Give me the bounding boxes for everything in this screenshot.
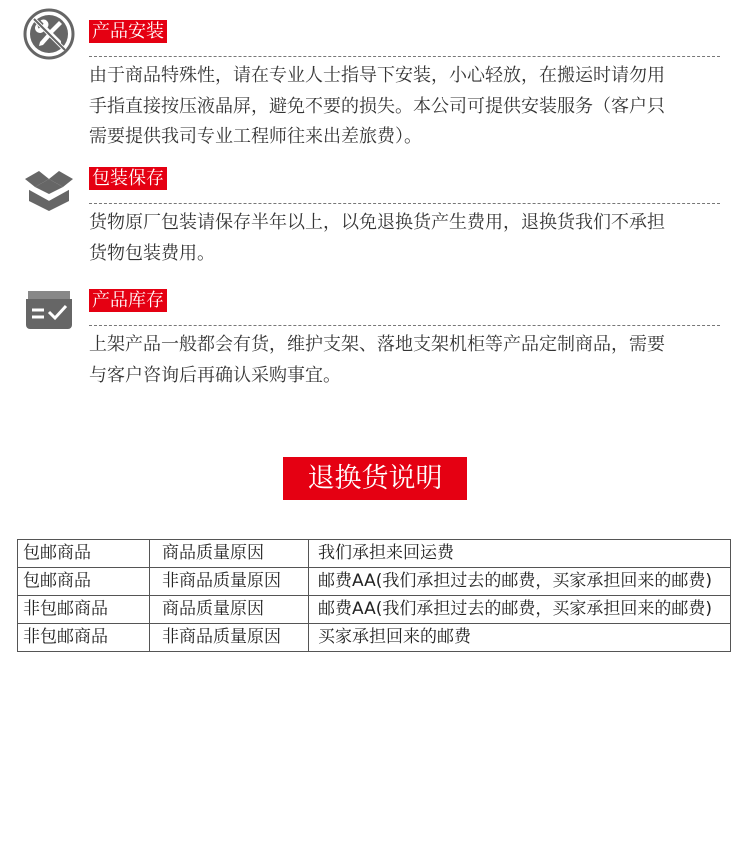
table-cell: 非包邮商品	[18, 624, 150, 652]
section-title: 产品安装	[89, 20, 167, 43]
body-line: 需要提供我司专业工程师往来出差旅费）。	[89, 126, 422, 147]
table-row	[18, 568, 731, 596]
returns-policy-table	[17, 539, 731, 652]
table-cell: 包邮商品	[18, 540, 150, 568]
table-cell: 我们承担来回运费	[309, 540, 731, 568]
table-cell: 商品质量原因	[150, 596, 309, 624]
divider	[89, 325, 720, 326]
table-row	[18, 624, 731, 652]
section-title: 包装保存	[89, 167, 167, 190]
table-cell: 邮费AA(我们承担过去的邮费，买家承担回来的邮费)	[309, 568, 731, 596]
body-line: 与客户咨询后再确认采购事宜。	[89, 364, 341, 386]
no-tools-icon	[22, 7, 76, 61]
returns-banner: 退换货说明	[283, 457, 467, 500]
section-body	[89, 330, 721, 391]
body-line: 货物原厂包装请保存半年以上，以免退换货产生费用，退换货我们不承担	[89, 212, 665, 233]
table-row	[18, 540, 731, 568]
body-line: 由于商品特殊性，请在专业人士指导下安装，小心轻放，在搬运时请勿用	[89, 65, 665, 86]
table-cell: 买家承担回来的邮费	[309, 624, 731, 652]
table-cell: 商品质量原因	[150, 540, 309, 568]
stock-check-icon	[22, 281, 76, 335]
divider	[89, 203, 720, 204]
section-title: 产品库存	[89, 289, 167, 312]
body-line: 货物包装费用。	[89, 242, 215, 264]
table-cell: 非商品质量原因	[150, 624, 309, 652]
divider	[89, 56, 720, 57]
section-body	[89, 61, 721, 153]
table-cell: 非商品质量原因	[150, 568, 309, 596]
table-row	[18, 596, 731, 624]
section-body	[89, 208, 721, 269]
body-line: 上架产品一般都会有货，维护支架、落地支架机柜等产品定制商品，需要	[89, 334, 665, 355]
table-cell: 邮费AA(我们承担过去的邮费，买家承担回来的邮费)	[309, 596, 731, 624]
body-line: 手指直接按压液晶屏，避免不要的损失。本公司可提供安装服务（客户只	[89, 95, 665, 117]
table-cell: 非包邮商品	[18, 596, 150, 624]
table-cell: 包邮商品	[18, 568, 150, 596]
package-box-icon	[22, 163, 76, 217]
